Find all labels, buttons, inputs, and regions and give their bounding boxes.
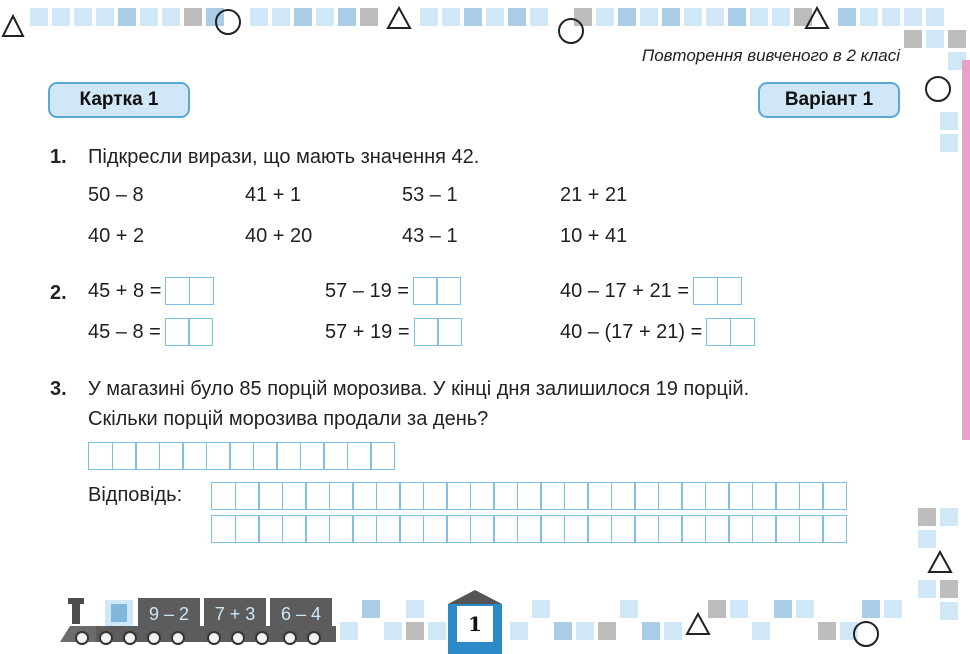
problem-text-line: Скільки порцій морозива продали за день? [88, 408, 489, 430]
task-prompt: Підкресли вирази, що мають значення 42. [88, 146, 480, 168]
answer-label: Відповідь: [88, 484, 183, 506]
bottom-square-strip [340, 600, 902, 640]
train-car-label: 9 – 2 [148, 604, 190, 624]
equation [88, 318, 213, 346]
train-illustration [60, 598, 336, 644]
triangle-icon [687, 614, 709, 634]
triangle-icon [929, 552, 951, 572]
equation [325, 318, 462, 346]
expression[interactable]: 41 + 1 [245, 184, 302, 206]
circle-icon [926, 77, 950, 101]
variant-label: Варіант 1 [758, 82, 900, 118]
right-square-strip [918, 60, 970, 620]
task-number: 1. [50, 146, 67, 168]
answer-cells[interactable] [693, 277, 742, 305]
page-number: 1 [455, 604, 495, 644]
equation [560, 277, 742, 305]
answer-cells[interactable] [165, 318, 214, 346]
task-number: 3. [50, 378, 67, 400]
task-number: 2. [50, 282, 67, 304]
answer-cells[interactable] [706, 318, 755, 346]
train-car-label: 6 – 4 [280, 604, 322, 624]
equation [325, 277, 461, 305]
expression[interactable]: 43 – 1 [402, 225, 458, 247]
expression[interactable]: 53 – 1 [402, 184, 458, 206]
triangle-icon [388, 8, 410, 28]
answer-cells[interactable] [165, 277, 214, 305]
equation-text: 57 + 19 = [325, 320, 410, 343]
equation [88, 277, 214, 305]
problem-text-line: У магазині було 85 порцій морозива. У кінці дня залишилося 19 порцій. [88, 378, 750, 400]
equation-text: 57 – 19 = [325, 279, 409, 302]
equation [560, 318, 755, 346]
circle-icon [559, 19, 583, 43]
triangle-icon [3, 16, 23, 36]
answer-cells-row-2[interactable] [211, 515, 847, 543]
expression[interactable]: 50 – 8 [88, 184, 144, 206]
expression[interactable]: 40 + 20 [245, 225, 313, 247]
answer-cells[interactable] [414, 318, 463, 346]
solution-cells[interactable] [88, 442, 395, 470]
equation-text: 45 + 8 = [88, 279, 162, 302]
equation-text: 40 – (17 + 21) = [560, 320, 703, 343]
equation-text: 40 – 17 + 21 = [560, 279, 690, 302]
expression[interactable]: 10 + 41 [560, 225, 628, 247]
expression[interactable]: 40 + 2 [88, 225, 145, 247]
equation-text: 45 – 8 = [88, 320, 161, 343]
answer-cells-row-1[interactable] [211, 482, 847, 510]
expression[interactable]: 21 + 21 [560, 184, 628, 206]
answer-cells[interactable] [413, 277, 462, 305]
page-number-roof [448, 590, 502, 604]
card-label: Картка 1 [48, 82, 190, 118]
section-title: Повторення вивченого в 2 класі [641, 46, 900, 65]
train-car-label: 7 + 3 [214, 604, 256, 624]
